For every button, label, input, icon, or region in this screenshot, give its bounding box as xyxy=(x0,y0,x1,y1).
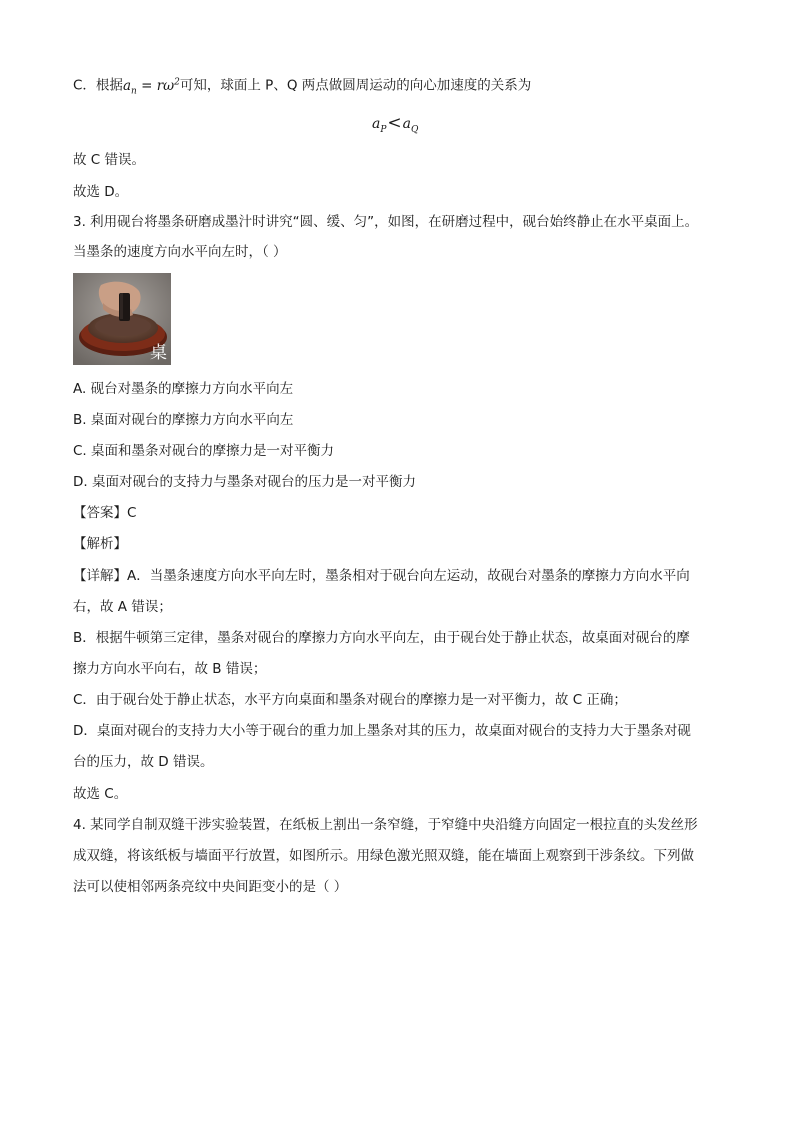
photo-label-table: 桌 xyxy=(150,343,167,363)
answer-line xyxy=(73,504,136,522)
detail-line-1: 【详解】A．当墨条速度方向水平向左时，墨条相对于砚台向左运动，故砚台对墨条的摩擦力方向水平向 xyxy=(73,568,690,584)
formula-a: a xyxy=(122,77,131,94)
answer-label: 【答案】 xyxy=(73,505,127,521)
formula-eq: = rω xyxy=(136,77,175,94)
detail-line-7: 台的压力，故 D 错误。 xyxy=(73,754,214,770)
choose-c-text: 故选 C。 xyxy=(73,786,128,802)
detail-line-5: C．由于砚台处于静止状态，水平方向桌面和墨条对砚台的摩擦力是一对平衡力，故 C 正确； xyxy=(73,692,627,708)
question-4-line-1: 4. 某同学自制双缝干涉实验装置，在纸板上割出一条窄缝，于窄缝中央沿缝方向固定一根拉直的头发丝形 xyxy=(73,817,698,833)
option-c-explanation xyxy=(73,73,531,100)
formula-q-subscript: Q xyxy=(411,124,419,135)
inkstone-photo xyxy=(73,273,171,365)
detail-line-2: 右，故 A 错误； xyxy=(73,599,172,615)
answer-value: C xyxy=(127,505,137,521)
choose-d-text: 故选 D。 xyxy=(73,184,129,200)
formula-a-p: a xyxy=(372,116,381,132)
question-3-line-1: 3. 利用砚台将墨条研磨成墨汁时讲究“圆、缓、匀”，如图，在研磨过程中，砚台始终静止在水平桌面上。 xyxy=(73,214,699,230)
less-than-sign: < xyxy=(387,113,402,133)
c-prefix-text: C．根据 xyxy=(73,77,123,94)
detail-line-6: D．桌面对砚台的支持力大小等于砚台的重力加上墨条对其的压力，故桌面对砚台的支持力大于墨条对砚 xyxy=(73,723,691,739)
formula-p-subscript: P xyxy=(380,124,387,135)
option-c: C. 桌面和墨条对砚台的摩擦力是一对平衡力 xyxy=(73,443,335,459)
acceleration-relation-formula xyxy=(372,113,418,135)
option-d: D. 桌面对砚台的支持力与墨条对砚台的压力是一对平衡力 xyxy=(73,474,416,490)
option-a: A. 砚台对墨条的摩擦力方向水平向左 xyxy=(73,381,294,397)
formula-superscript: 2 xyxy=(174,77,180,87)
question-3-line-2: 当墨条的速度方向水平向左时，（ ） xyxy=(73,244,287,260)
acceleration-formula xyxy=(122,77,180,97)
formula-n-subscript: n xyxy=(131,86,137,97)
analysis-label: 【解析】 xyxy=(73,536,127,552)
detail-line-3: B．根据牛顿第三定律，墨条对砚台的摩擦力方向水平向左，由于砚台处于静止状态，故桌面对砚台的摩 xyxy=(73,630,690,646)
question-4-line-3: 法可以使相邻两条亮纹中央间距变小的是（ ） xyxy=(73,879,348,895)
question-4-line-2: 成双缝，将该纸板与墙面平行放置，如图所示。用绿色激光照双缝，能在墙面上观察到干涉条纹。下列做 xyxy=(73,848,694,864)
detail-line-4: 擦力方向水平向右，故 B 错误； xyxy=(73,661,267,677)
c-suffix-text: 可知，球面上 P、Q 两点做圆周运动的向心加速度的关系为 xyxy=(179,77,532,94)
c-wrong-text: 故 C 错误。 xyxy=(73,152,146,168)
option-b: B. 桌面对砚台的摩擦力方向水平向左 xyxy=(73,412,294,428)
formula-a-q: a xyxy=(402,116,412,132)
